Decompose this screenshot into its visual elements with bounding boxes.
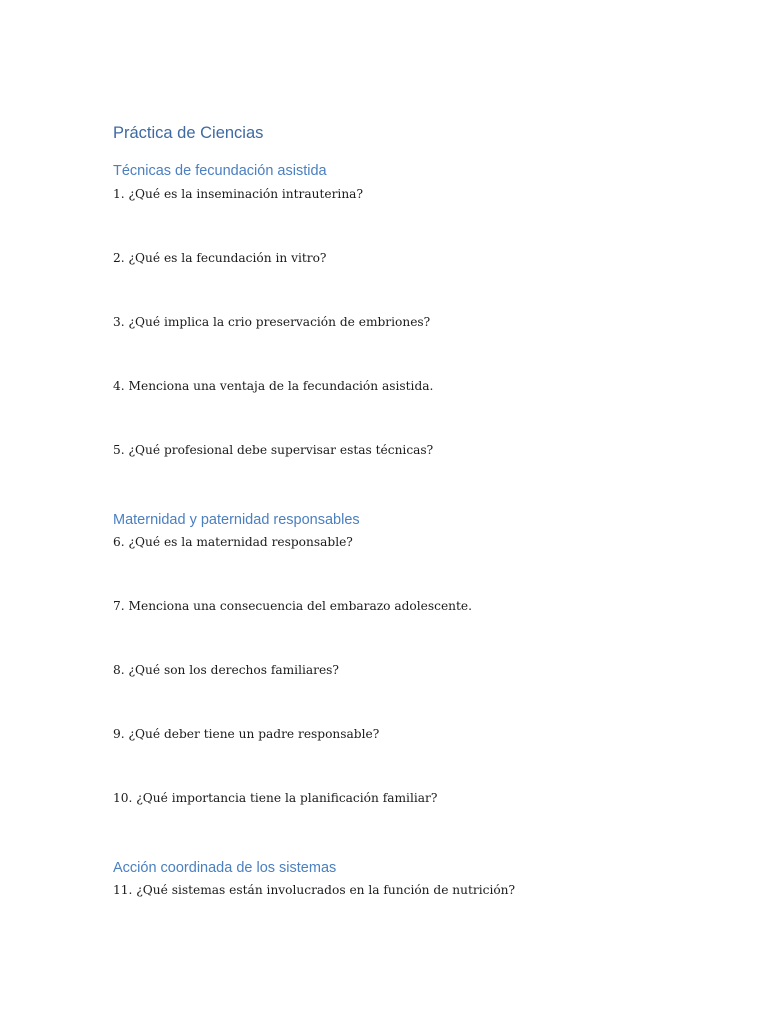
question-item: 7. Menciona una consecuencia del embarazo adolescente.	[113, 599, 473, 613]
question-item: 10. ¿Qué importancia tiene la planificación familiar?	[113, 791, 438, 805]
question-item: 1. ¿Qué es la inseminación intrauterina?	[113, 187, 363, 201]
question-item: 11. ¿Qué sistemas están involucrados en la función de nutrición?	[113, 883, 516, 897]
question-item: 6. ¿Qué es la maternidad responsable?	[113, 535, 353, 549]
question-item: 8. ¿Qué son los derechos familiares?	[113, 663, 339, 677]
document-title: Práctica de Ciencias	[113, 124, 264, 142]
section-heading-maternidad: Maternidad y paternidad responsables	[113, 512, 360, 528]
question-item: 4. Menciona una ventaja de la fecundación asistida.	[113, 379, 434, 393]
question-item: 9. ¿Qué deber tiene un padre responsable?	[113, 727, 380, 741]
section-heading-sistemas: Acción coordinada de los sistemas	[113, 860, 337, 876]
question-item: 5. ¿Qué profesional debe supervisar estas técnicas?	[113, 443, 434, 457]
section-heading-fecundacion: Técnicas de fecundación asistida	[113, 163, 327, 179]
question-item: 2. ¿Qué es la fecundación in vitro?	[113, 251, 327, 265]
question-item: 3. ¿Qué implica la crio preservación de embriones?	[113, 315, 431, 329]
